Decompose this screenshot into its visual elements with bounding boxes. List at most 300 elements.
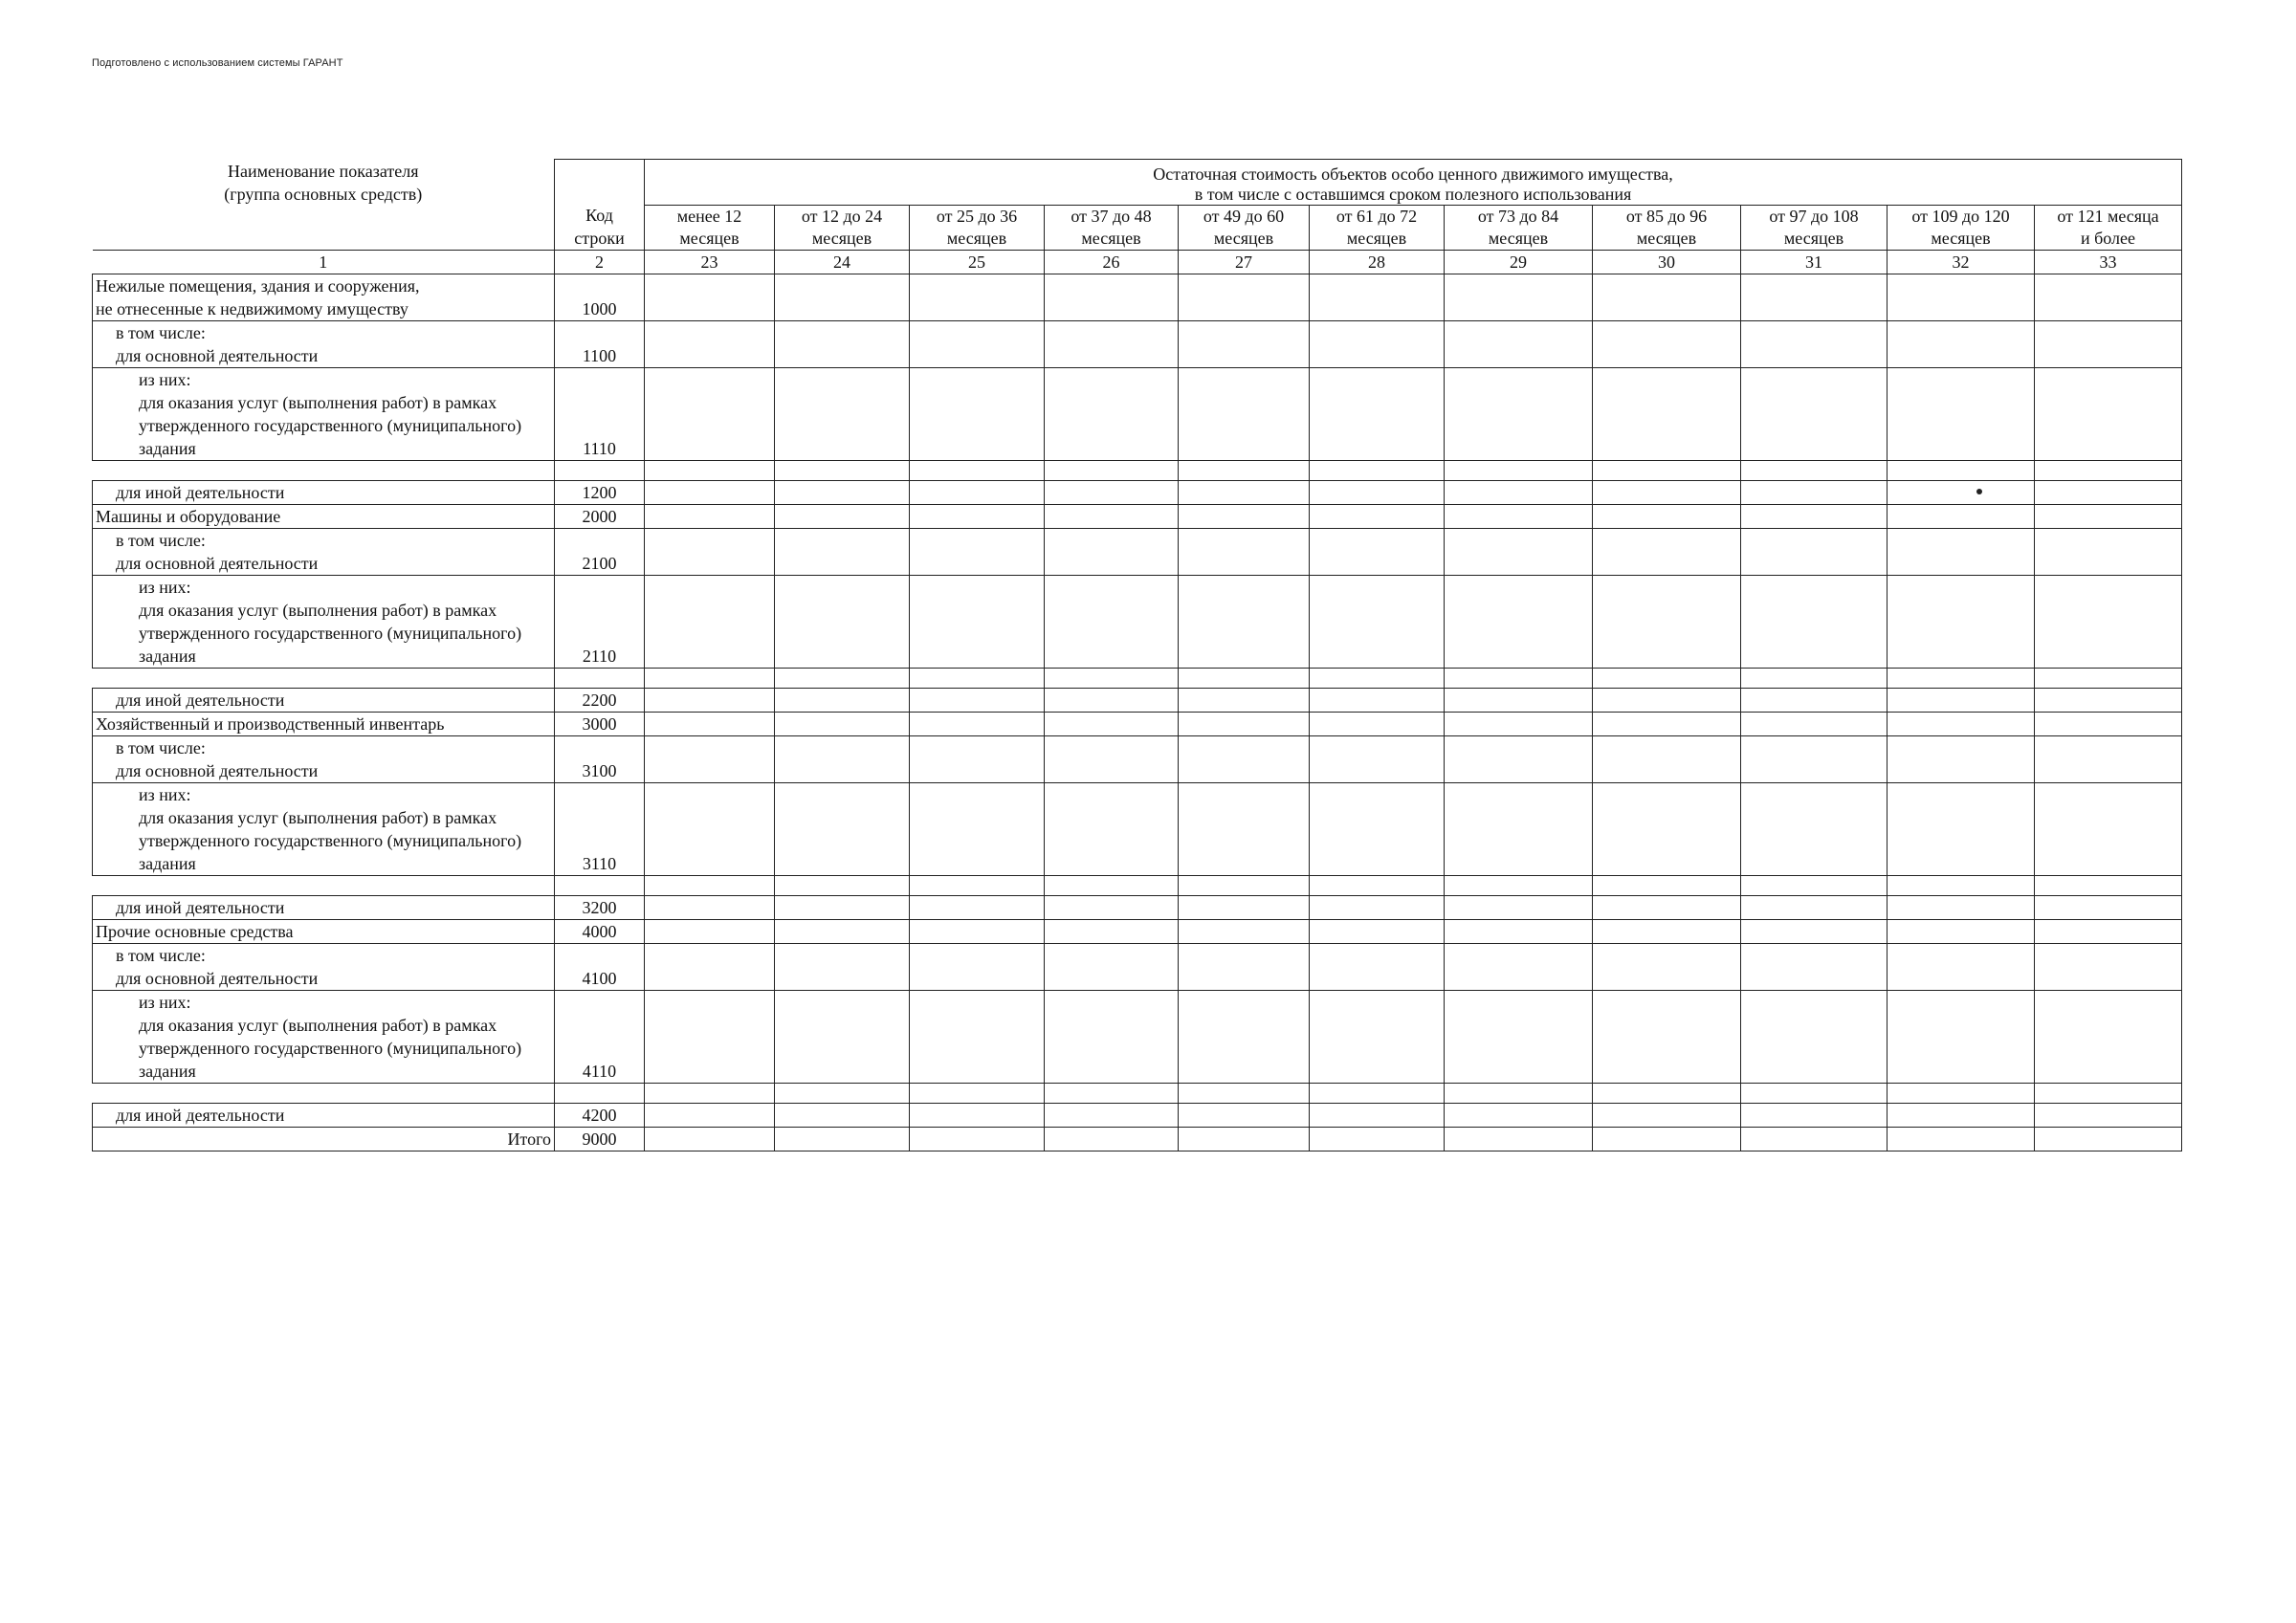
stray-mark [1976, 489, 1982, 494]
value-cell[interactable] [1045, 896, 1179, 920]
value-cell[interactable] [1310, 736, 1445, 783]
value-cell[interactable] [1741, 1104, 1888, 1128]
term-column-header [910, 206, 1045, 251]
value-cell[interactable] [645, 1104, 775, 1128]
value-cell[interactable] [645, 481, 775, 505]
value-cell[interactable] [1445, 713, 1593, 736]
value-cell[interactable] [775, 321, 910, 368]
value-cell[interactable] [1310, 896, 1445, 920]
value-cell[interactable] [1310, 783, 1445, 876]
value-cell[interactable] [1888, 1104, 2035, 1128]
row-name [93, 713, 555, 736]
value-cell[interactable] [775, 689, 910, 713]
total-value-cell[interactable] [1445, 1128, 1593, 1151]
term-column-header-line: месяцев [1346, 229, 1407, 248]
value-cell[interactable] [1179, 944, 1310, 991]
value-cell[interactable] [910, 896, 1045, 920]
value-cell[interactable] [1045, 920, 1179, 944]
value-cell[interactable] [1045, 944, 1179, 991]
value-cell[interactable] [775, 920, 910, 944]
value-cell[interactable] [1741, 736, 1888, 783]
value-cell[interactable] [1045, 368, 1179, 461]
spacer-cell [1445, 1084, 1593, 1104]
spacer-cell [1179, 876, 1310, 896]
value-cell[interactable] [1045, 783, 1179, 876]
term-column-header-line: месяцев [946, 229, 1007, 248]
value-cell[interactable] [1310, 713, 1445, 736]
value-cell[interactable] [1593, 920, 1741, 944]
value-cell[interactable] [910, 1104, 1045, 1128]
spacer-cell [645, 1084, 775, 1104]
value-cell[interactable] [775, 505, 910, 529]
value-cell[interactable] [1179, 920, 1310, 944]
table-row [93, 944, 2182, 991]
value-cell[interactable] [645, 529, 775, 576]
value-cell[interactable] [1445, 783, 1593, 876]
row-name-line: в том числе: [116, 738, 206, 757]
row-code: 4000 [555, 920, 645, 944]
value-cell[interactable] [1593, 1104, 1741, 1128]
total-value-cell[interactable] [645, 1128, 775, 1151]
column-number: 26 [1045, 251, 1179, 274]
value-cell[interactable] [2035, 991, 2182, 1084]
total-value-cell[interactable] [775, 1128, 910, 1151]
value-cell[interactable] [1593, 505, 1741, 529]
term-column-header-line: от 73 до 84 [1477, 207, 1559, 226]
value-cell[interactable] [1310, 368, 1445, 461]
total-value-cell[interactable] [1179, 1128, 1310, 1151]
value-cell[interactable] [775, 896, 910, 920]
spacer-cell [1310, 669, 1445, 689]
value-cell[interactable] [1741, 689, 1888, 713]
value-cell[interactable] [1310, 920, 1445, 944]
value-cell[interactable] [1310, 944, 1445, 991]
value-cell[interactable] [1888, 368, 2035, 461]
value-cell[interactable] [1445, 321, 1593, 368]
table-row [93, 896, 2182, 920]
column-number: 25 [910, 251, 1045, 274]
row-name [93, 274, 555, 321]
value-cell[interactable] [1741, 783, 1888, 876]
value-cell[interactable] [645, 920, 775, 944]
value-cell[interactable] [1741, 991, 1888, 1084]
total-value-cell[interactable] [1045, 1128, 1179, 1151]
spacer-cell [1593, 669, 1741, 689]
row-name [93, 896, 555, 920]
row-name-line: из них: [139, 785, 191, 804]
value-cell[interactable] [1310, 991, 1445, 1084]
value-cell[interactable] [775, 1104, 910, 1128]
value-cell[interactable] [1445, 896, 1593, 920]
term-column-header [1741, 206, 1888, 251]
column-number: 32 [1888, 251, 2035, 274]
value-cell[interactable] [775, 713, 910, 736]
value-cell[interactable] [910, 783, 1045, 876]
value-cell[interactable] [2035, 1104, 2182, 1128]
term-column-header-line: от 61 до 72 [1336, 207, 1418, 226]
value-cell[interactable] [1179, 505, 1310, 529]
value-cell[interactable] [2035, 368, 2182, 461]
value-cell[interactable] [1593, 529, 1741, 576]
value-cell[interactable] [910, 991, 1045, 1084]
table-row [93, 529, 2182, 576]
value-cell[interactable] [775, 274, 910, 321]
value-cell[interactable] [1445, 274, 1593, 321]
term-column-header [1045, 206, 1179, 251]
spacer-cell [1593, 1084, 1741, 1104]
value-cell[interactable] [1741, 576, 1888, 669]
value-cell[interactable] [1445, 368, 1593, 461]
term-column-header-line: месяцев [1783, 229, 1844, 248]
term-column-header-line: месяцев [679, 229, 740, 248]
value-cell[interactable] [1593, 481, 1741, 505]
value-cell[interactable] [1310, 481, 1445, 505]
value-cell[interactable] [910, 505, 1045, 529]
value-cell[interactable] [1179, 713, 1310, 736]
row-code: 2000 [555, 505, 645, 529]
value-cell[interactable] [910, 920, 1045, 944]
value-cell[interactable] [1445, 1104, 1593, 1128]
row-name-line: задания [139, 854, 196, 873]
value-cell[interactable] [775, 944, 910, 991]
value-cell[interactable] [2035, 481, 2182, 505]
term-column-header-line: от 97 до 108 [1769, 207, 1859, 226]
spacer-cell [1888, 461, 2035, 481]
row-name [93, 481, 555, 505]
value-cell[interactable] [1045, 713, 1179, 736]
value-cell[interactable] [775, 368, 910, 461]
value-cell[interactable] [910, 274, 1045, 321]
value-cell[interactable] [1045, 1104, 1179, 1128]
value-cell[interactable] [775, 991, 910, 1084]
value-cell[interactable] [1045, 576, 1179, 669]
value-cell[interactable] [2035, 736, 2182, 783]
value-cell[interactable] [1179, 321, 1310, 368]
row-code: 4100 [555, 944, 645, 991]
value-cell[interactable] [1741, 481, 1888, 505]
value-cell[interactable] [1593, 896, 1741, 920]
term-column-header-line: месяцев [1213, 229, 1274, 248]
value-cell[interactable] [1888, 481, 2035, 505]
row-name-line: в том числе: [116, 946, 206, 965]
row-name-line: для иной деятельности [116, 898, 285, 917]
row-code: 3100 [555, 736, 645, 783]
value-cell[interactable] [1179, 736, 1310, 783]
total-label: Итого [93, 1128, 555, 1151]
row-name-line: для оказания услуг (выполнения работ) в рамках [139, 393, 497, 412]
spacer-cell [1888, 669, 2035, 689]
value-cell[interactable] [1741, 944, 1888, 991]
row-name-line: Хозяйственный и производственный инвентарь [96, 714, 445, 734]
spacer-cell [2035, 1084, 2182, 1104]
value-cell[interactable] [2035, 944, 2182, 991]
spacer-cell [910, 876, 1045, 896]
table-row [93, 991, 2182, 1084]
row-name-line: для оказания услуг (выполнения работ) в рамках [139, 601, 497, 620]
value-cell[interactable] [1179, 896, 1310, 920]
spacer-cell [1445, 876, 1593, 896]
term-column-header [1445, 206, 1593, 251]
value-cell[interactable] [910, 736, 1045, 783]
row-name-line: для основной деятельности [116, 346, 319, 365]
value-cell[interactable] [910, 713, 1045, 736]
value-cell[interactable] [1741, 920, 1888, 944]
row-name-line: Машины и оборудование [96, 507, 281, 526]
value-cell[interactable] [645, 991, 775, 1084]
column-number: 30 [1593, 251, 1741, 274]
spacer-row [93, 461, 2182, 481]
value-cell[interactable] [1888, 274, 2035, 321]
value-cell[interactable] [1593, 783, 1741, 876]
value-cell[interactable] [1310, 1104, 1445, 1128]
term-column-header-line: месяцев [1488, 229, 1549, 248]
spacer-cell [645, 876, 775, 896]
value-cell[interactable] [2035, 321, 2182, 368]
spacer-cell [1741, 461, 1888, 481]
value-cell[interactable] [645, 896, 775, 920]
value-cell[interactable] [1045, 321, 1179, 368]
value-cell[interactable] [1310, 505, 1445, 529]
value-cell[interactable] [1888, 783, 2035, 876]
row-name-line: утвержденного государственного (муниципального) [139, 416, 522, 435]
value-cell[interactable] [775, 736, 910, 783]
value-cell[interactable] [1179, 783, 1310, 876]
value-cell[interactable] [2035, 274, 2182, 321]
value-cell[interactable] [910, 529, 1045, 576]
value-cell[interactable] [2035, 713, 2182, 736]
row-name-line: из них: [139, 370, 191, 389]
value-cell[interactable] [645, 689, 775, 713]
row-name-line: задания [139, 439, 196, 458]
spacer-cell [1045, 876, 1179, 896]
spacer-cell [645, 669, 775, 689]
value-cell[interactable] [1179, 274, 1310, 321]
row-name [93, 736, 555, 783]
value-cell[interactable] [2035, 689, 2182, 713]
row-name-line: для иной деятельности [116, 691, 285, 710]
value-cell[interactable] [1741, 896, 1888, 920]
value-cell[interactable] [1179, 481, 1310, 505]
value-cell[interactable] [2035, 896, 2182, 920]
row-name-line: Прочие основные средства [96, 922, 294, 941]
value-cell[interactable] [1045, 736, 1179, 783]
value-cell[interactable] [1310, 529, 1445, 576]
value-cell[interactable] [1593, 991, 1741, 1084]
value-cell[interactable] [645, 576, 775, 669]
value-cell[interactable] [1445, 736, 1593, 783]
total-row [93, 1128, 2182, 1151]
value-cell[interactable] [2035, 529, 2182, 576]
value-cell[interactable] [645, 505, 775, 529]
value-cell[interactable] [1593, 944, 1741, 991]
value-cell[interactable] [1888, 689, 2035, 713]
value-cell[interactable] [910, 481, 1045, 505]
value-cell[interactable] [775, 576, 910, 669]
row-name [93, 576, 555, 669]
value-cell[interactable] [1310, 274, 1445, 321]
term-column-header-line: от 12 до 24 [801, 207, 883, 226]
total-value-cell[interactable] [1310, 1128, 1445, 1151]
row-name [93, 689, 555, 713]
row-code: 2110 [555, 576, 645, 669]
value-cell[interactable] [775, 783, 910, 876]
table-row [93, 274, 2182, 321]
table-row [93, 713, 2182, 736]
total-value-cell[interactable] [1741, 1128, 1888, 1151]
value-cell[interactable] [1445, 991, 1593, 1084]
value-cell[interactable] [1445, 689, 1593, 713]
value-cell[interactable] [1045, 689, 1179, 713]
value-cell[interactable] [910, 368, 1045, 461]
value-cell[interactable] [1741, 274, 1888, 321]
row-name-line: задания [139, 647, 196, 666]
value-cell[interactable] [1445, 505, 1593, 529]
value-cell[interactable] [645, 783, 775, 876]
spacer-cell [1593, 876, 1741, 896]
value-cell[interactable] [1888, 944, 2035, 991]
value-cell[interactable] [1445, 576, 1593, 669]
value-cell[interactable] [2035, 783, 2182, 876]
value-cell[interactable] [775, 529, 910, 576]
table-row [93, 1104, 2182, 1128]
value-cell[interactable] [1593, 689, 1741, 713]
value-cell[interactable] [645, 274, 775, 321]
value-cell[interactable] [1741, 505, 1888, 529]
value-cell[interactable] [1888, 529, 2035, 576]
total-value-cell[interactable] [910, 1128, 1045, 1151]
value-cell[interactable] [1179, 1104, 1310, 1128]
value-cell[interactable] [1593, 321, 1741, 368]
spacer-row [93, 1084, 2182, 1104]
value-cell[interactable] [1888, 736, 2035, 783]
term-column-header [1888, 206, 2035, 251]
row-code: 1200 [555, 481, 645, 505]
term-column-header-line: от 121 месяца [2057, 207, 2159, 226]
value-cell[interactable] [645, 713, 775, 736]
value-cell[interactable] [1445, 481, 1593, 505]
value-cell[interactable] [1310, 321, 1445, 368]
row-name-line: утвержденного государственного (муниципального) [139, 831, 522, 850]
spacer-cell [1888, 1084, 2035, 1104]
row-name [93, 920, 555, 944]
value-cell[interactable] [1741, 321, 1888, 368]
row-name-line: из них: [139, 993, 191, 1012]
value-cell[interactable] [2035, 920, 2182, 944]
row-code: 1100 [555, 321, 645, 368]
spacer-cell [1179, 669, 1310, 689]
value-cell[interactable] [1445, 944, 1593, 991]
value-cell[interactable] [1179, 529, 1310, 576]
spacer-row [93, 876, 2182, 896]
spacer-cell [1179, 461, 1310, 481]
value-cell[interactable] [1179, 689, 1310, 713]
value-cell[interactable] [1179, 368, 1310, 461]
value-cell[interactable] [1045, 481, 1179, 505]
value-cell[interactable] [645, 736, 775, 783]
value-cell[interactable] [1888, 920, 2035, 944]
value-cell[interactable] [1888, 576, 2035, 669]
term-column-header [1179, 206, 1310, 251]
total-value-cell[interactable] [1888, 1128, 2035, 1151]
value-cell[interactable] [1310, 576, 1445, 669]
value-cell[interactable] [1593, 736, 1741, 783]
term-column-header-line: от 37 до 48 [1071, 207, 1152, 226]
value-cell[interactable] [1888, 896, 2035, 920]
spacer-cell [645, 461, 775, 481]
table-row [93, 736, 2182, 783]
term-column-header [645, 206, 775, 251]
value-cell[interactable] [1593, 576, 1741, 669]
table-row [93, 689, 2182, 713]
col-code-header [555, 160, 645, 251]
value-cell[interactable] [1741, 713, 1888, 736]
spacer-cell [2035, 876, 2182, 896]
value-cell[interactable] [645, 321, 775, 368]
row-code: 2100 [555, 529, 645, 576]
row-name [93, 944, 555, 991]
value-cell[interactable] [1045, 991, 1179, 1084]
row-name-line: не отнесенные к недвижимому имуществу [96, 299, 408, 318]
value-cell[interactable] [1888, 713, 2035, 736]
spacer-cell [910, 669, 1045, 689]
group-header-line1: Остаточная стоимость объектов особо ценного движимого имущества, [1153, 164, 1673, 184]
value-cell[interactable] [1045, 505, 1179, 529]
term-column-header-line: месяцев [1081, 229, 1141, 248]
value-cell[interactable] [1179, 991, 1310, 1084]
spacer-cell [1310, 461, 1445, 481]
spacer-row [93, 669, 2182, 689]
value-cell[interactable] [910, 944, 1045, 991]
row-name-line: из них: [139, 578, 191, 597]
value-cell[interactable] [1445, 920, 1593, 944]
value-cell[interactable] [1741, 529, 1888, 576]
table-row [93, 783, 2182, 876]
value-cell[interactable] [2035, 576, 2182, 669]
value-cell[interactable] [1310, 689, 1445, 713]
spacer-cell [1445, 669, 1593, 689]
value-cell[interactable] [910, 576, 1045, 669]
spacer-cell [1045, 461, 1179, 481]
row-name-line: для основной деятельности [116, 554, 319, 573]
spacer-cell [775, 1084, 910, 1104]
total-value-cell[interactable] [1593, 1128, 1741, 1151]
value-cell[interactable] [2035, 505, 2182, 529]
row-name-line: в том числе: [116, 531, 206, 550]
col-code-header-line2: строки [574, 229, 625, 248]
value-cell[interactable] [1888, 321, 2035, 368]
value-cell[interactable] [910, 321, 1045, 368]
spacer-cell [93, 1084, 555, 1104]
value-cell[interactable] [1045, 529, 1179, 576]
value-cell[interactable] [775, 481, 910, 505]
total-value-cell[interactable] [2035, 1128, 2182, 1151]
spacer-cell [1045, 1084, 1179, 1104]
value-cell[interactable] [910, 689, 1045, 713]
value-cell[interactable] [1045, 274, 1179, 321]
value-cell[interactable] [1445, 529, 1593, 576]
value-cell[interactable] [645, 944, 775, 991]
value-cell[interactable] [1593, 713, 1741, 736]
value-cell[interactable] [1179, 576, 1310, 669]
value-cell[interactable] [1593, 368, 1741, 461]
spacer-cell [2035, 461, 2182, 481]
value-cell[interactable] [1888, 991, 2035, 1084]
value-cell[interactable] [645, 368, 775, 461]
spacer-cell [1741, 669, 1888, 689]
value-cell[interactable] [1888, 505, 2035, 529]
value-cell[interactable] [1593, 274, 1741, 321]
value-cell[interactable] [1741, 368, 1888, 461]
